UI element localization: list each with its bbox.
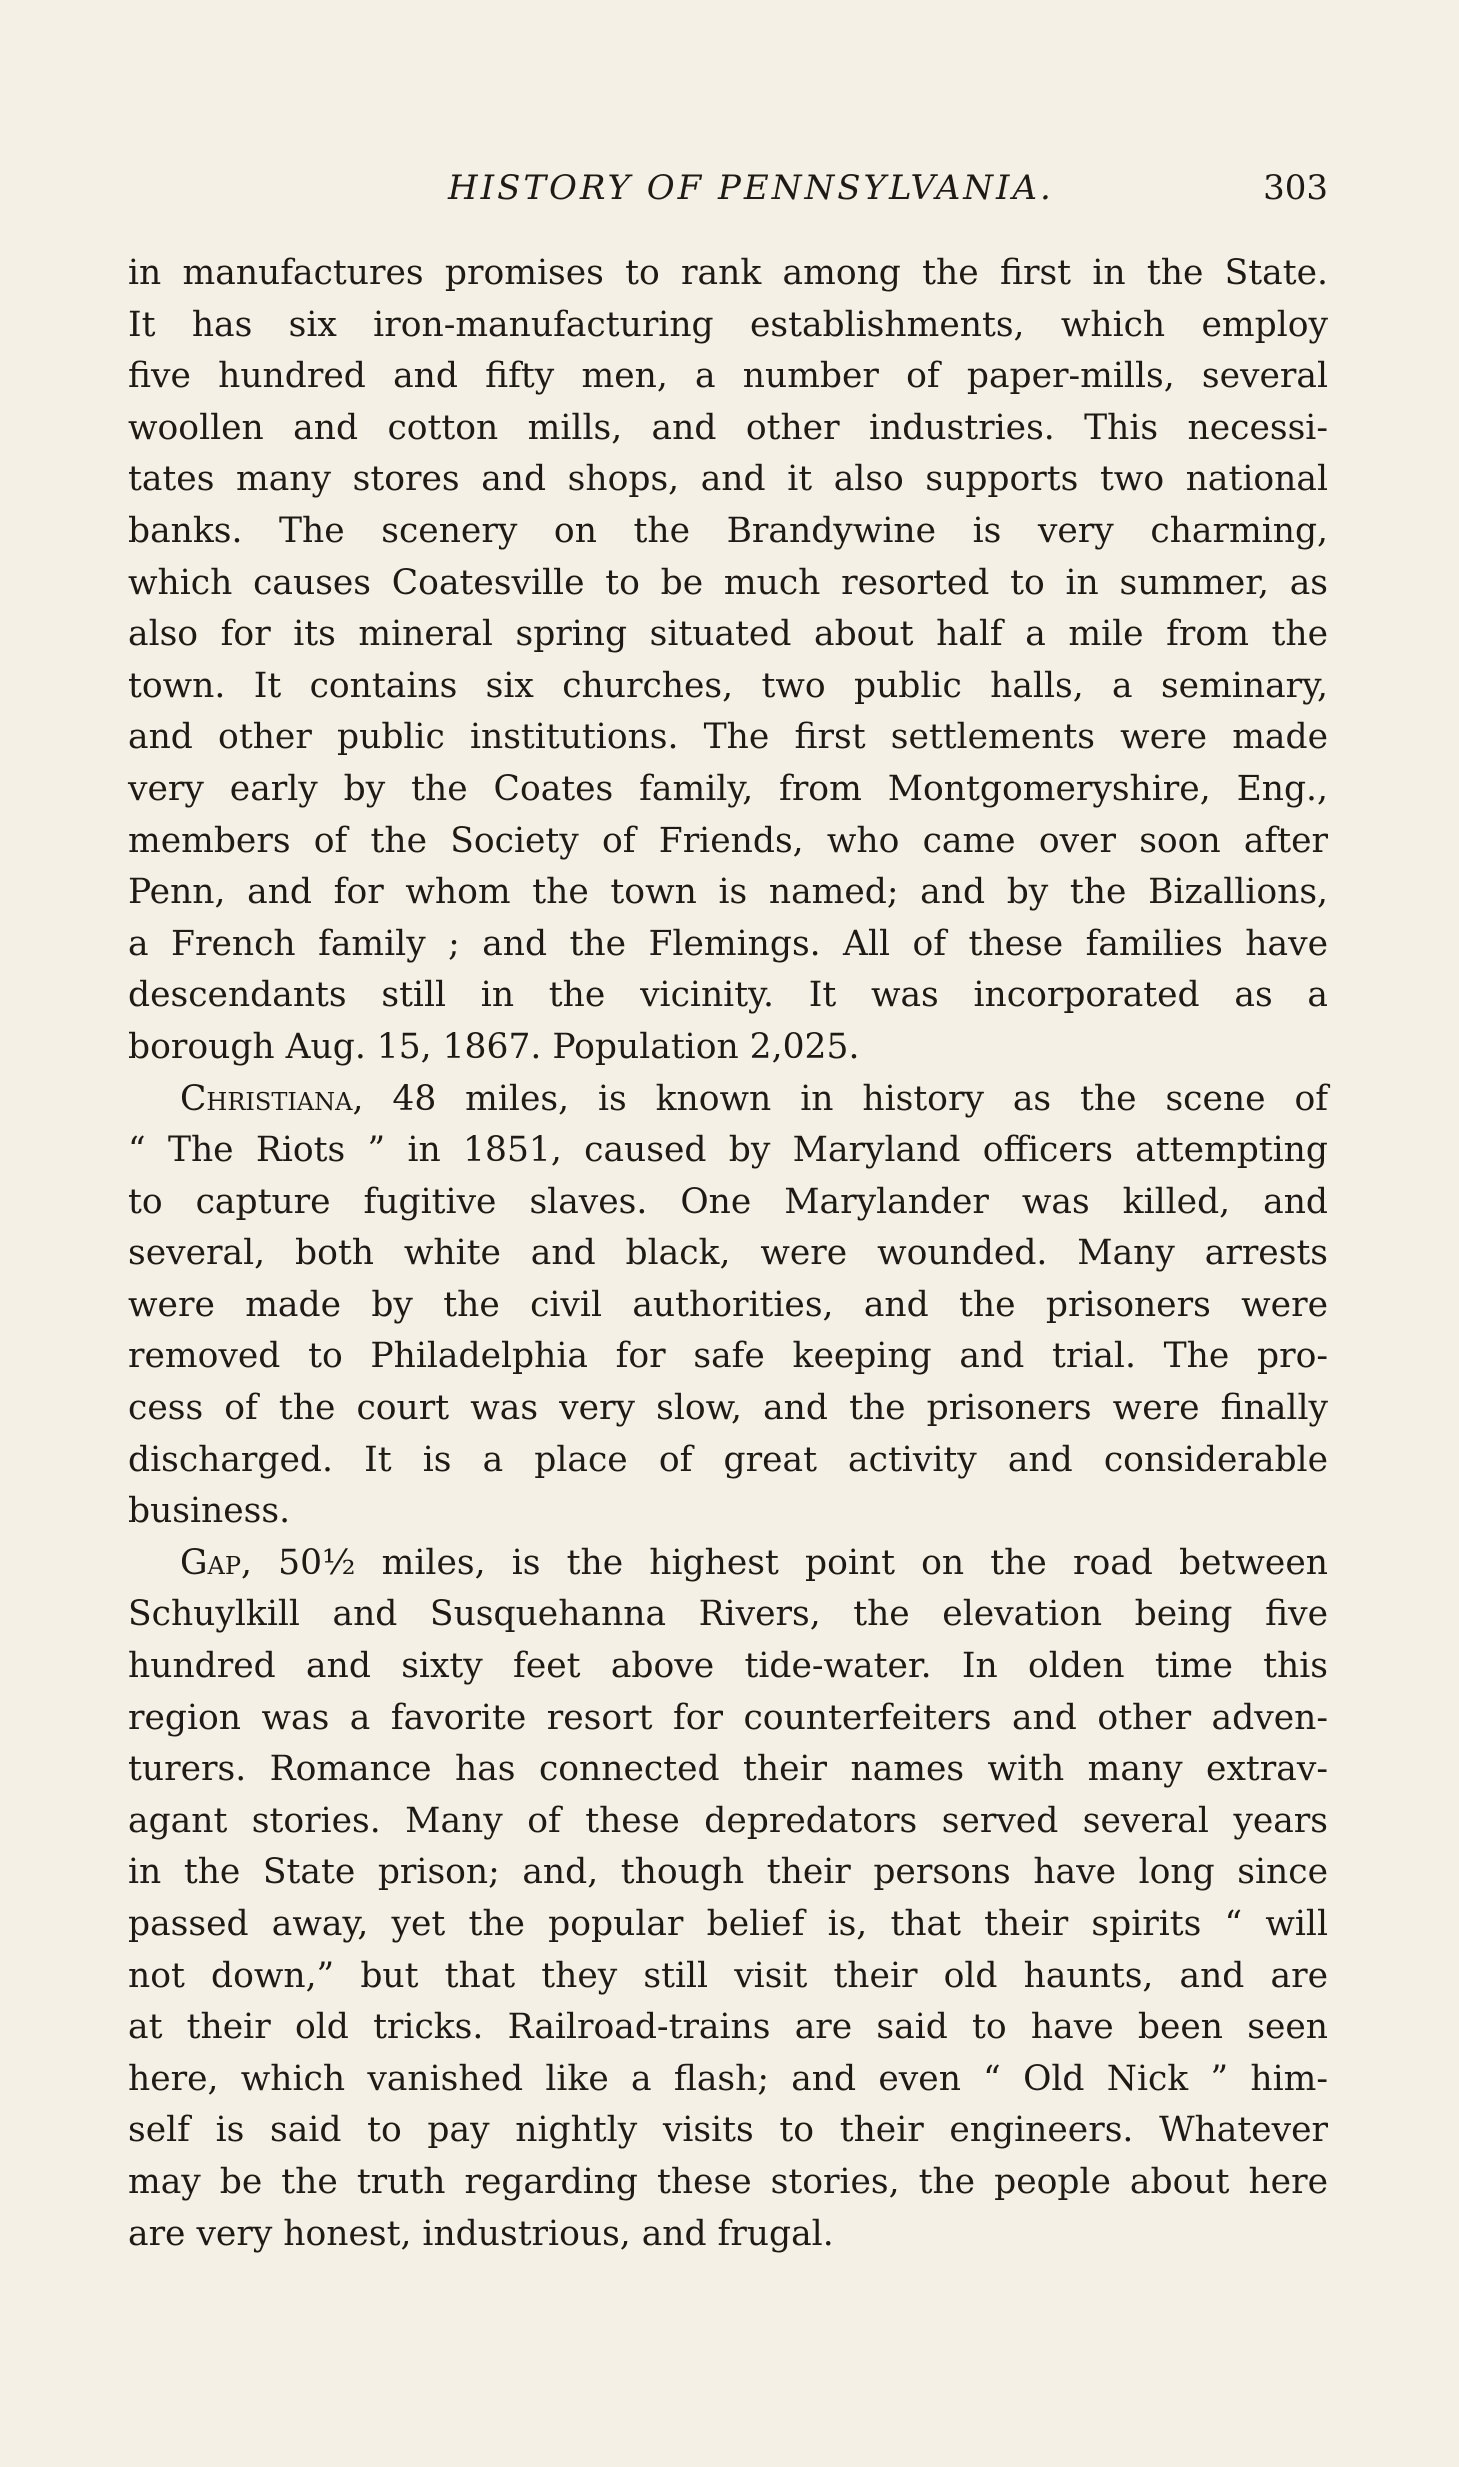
gap-heading: Gap — [180, 1542, 242, 1583]
text-line: at their old tricks. Railroad-trains are said to have been seen — [128, 2007, 1328, 2048]
text-line: members of the Society of Friends, who came over soon after — [128, 820, 1328, 861]
text-line: borough Aug. 15, 1867. Population 2,025. — [128, 1026, 860, 1067]
text-line: cess of the court was very slow, and the prisoners were finally — [128, 1388, 1328, 1429]
gap-first-line — [128, 1538, 1328, 1590]
page-header — [128, 168, 1328, 218]
text-line: Schuylkill and Susquehanna Rivers, the elevation being five — [128, 1594, 1328, 1635]
text-line: It has six iron-manufacturing establishments, which employ — [128, 304, 1328, 345]
text-line: were made by the civil authorities, and the prisoners were — [128, 1284, 1328, 1325]
text-line: turers. Romance has connected their names with many extrav- — [128, 1749, 1328, 1790]
gap-first-line-text: , 50½ miles, is the highest point on the road between — [241, 1542, 1328, 1583]
text-line: removed to Philadelphia for safe keeping and trial. The pro- — [128, 1336, 1328, 1377]
text-line: banks. The scenery on the Brandywine is very charming, — [128, 510, 1328, 551]
text-line: passed away, yet the popular belief is, that their spirits “ will — [128, 1904, 1328, 1944]
christiana-heading: Christiana — [180, 1078, 353, 1119]
text-line: business. — [128, 1491, 291, 1532]
text-line: region was a favorite resort for counterfeiters and other adven- — [128, 1697, 1328, 1738]
text-line: tates many stores and shops, and it also supports two national — [128, 459, 1328, 500]
text-line: woollen and cotton mills, and other industries. This necessi- — [128, 407, 1328, 448]
text-line: “ The Riots ” in 1851, caused by Maryland officers attempting — [128, 1130, 1328, 1171]
text-line: may be the truth regarding these stories, the people about here — [128, 2161, 1328, 2202]
text-line: discharged. It is a place of great activity and considerable — [128, 1439, 1328, 1480]
text-line: town. It contains six churches, two public halls, a seminary, — [128, 665, 1328, 706]
text-line: very early by the Coates family, from Montgomeryshire, Eng., — [128, 768, 1328, 809]
text-line: and other public institutions. The first settlements were made — [128, 717, 1328, 758]
text-line: Penn, and for whom the town is named; and by the Bizallions, — [128, 872, 1328, 913]
text-line: self is said to pay nightly visits to their engineers. Whatever — [128, 2110, 1328, 2151]
text-line: are very honest, industrious, and frugal. — [128, 2213, 834, 2254]
text-line: several, both white and black, were wounded. Many arrests — [128, 1233, 1328, 1274]
text-line: which causes Coatesville to be much resorted to in summer, as — [128, 562, 1328, 603]
text-line: descendants still in the vicinity. It was incorporated as a — [128, 975, 1328, 1016]
text-line: a French family ; and the Flemings. All of these families have — [128, 923, 1328, 964]
text-line: not down,” but that they still visit their old haunts, and are — [128, 1955, 1328, 1996]
text-line: in the State prison; and, though their persons have long since — [128, 1852, 1328, 1893]
christiana-first-line-text: , 48 miles, is known in history as the scene of — [352, 1078, 1328, 1119]
text-line: five hundred and fifty men, a number of paper-mills, several — [128, 356, 1328, 397]
page-number: 303 — [1263, 168, 1328, 208]
body-text — [128, 248, 1328, 2260]
text-line: hundred and sixty feet above tide-water. In olden time this — [128, 1646, 1328, 1687]
christiana-first-line — [128, 1074, 1328, 1126]
text-line: agant stories. Many of these depredators served several years — [128, 1800, 1328, 1841]
running-title: HISTORY OF PENNSYLVANIA. — [448, 168, 1054, 208]
text-line: in manufactures promises to rank among the first in the State. — [128, 253, 1328, 293]
text-line: also for its mineral spring situated about half a mile from the — [128, 614, 1328, 655]
text-line: to capture fugitive slaves. One Marylander was killed, and — [128, 1181, 1328, 1222]
text-line: here, which vanished like a flash; and even “ Old Nick ” him- — [128, 2058, 1328, 2099]
